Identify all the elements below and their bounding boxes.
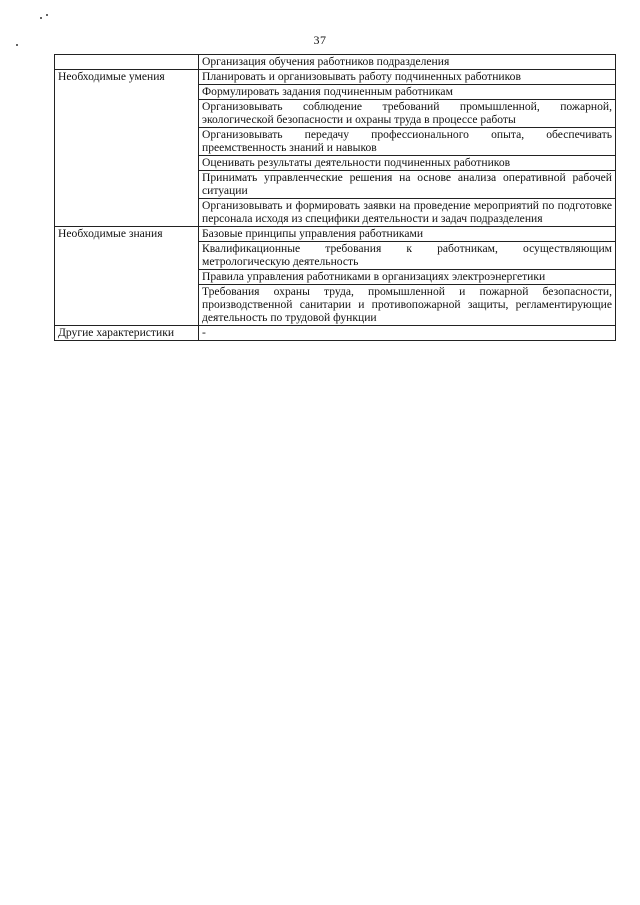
skills-label: Необходимые умения: [55, 70, 199, 227]
table-row: [55, 326, 616, 341]
table-cell: Квалификационные требования к работникам, осуществляющим метрологическую деятельность: [199, 242, 616, 270]
table-cell: Принимать управленческие решения на основе анализа оперативной рабочей ситуации: [199, 171, 616, 199]
empty-label-cell: [55, 55, 199, 70]
table-cell: Планировать и организовывать работу подчиненных работников: [199, 70, 616, 85]
table-row: [55, 55, 616, 70]
scan-speck: [46, 14, 48, 16]
scan-speck: [40, 17, 42, 19]
table-cell: Организовывать и формировать заявки на проведение мероприятий по подготовке персонала исходя из специфики деятельности и задач подразделения: [199, 199, 616, 227]
knowledge-label: Необходимые знания: [55, 227, 199, 326]
page-number: 37: [313, 33, 327, 47]
other-characteristics-label: Другие характеристики: [55, 326, 199, 341]
table-row: [55, 227, 616, 242]
table-cell: Организовывать передачу профессионального опыта, обеспечивать преемственность знаний и навыков: [199, 128, 616, 156]
table-row: [55, 70, 616, 85]
table-cell: Оценивать результаты деятельности подчиненных работников: [199, 156, 616, 171]
table-cell: Требования охраны труда, промышленной и пожарной безопасности, производственной санитарии и противопожарной защиты, регламентирующие деятельность по трудовой функции: [199, 285, 616, 326]
table-cell: Организовывать соблюдение требований промышленной, пожарной, экологической безопасности и охраны труда в процессе работы: [199, 100, 616, 128]
table-cell: Правила управления работниками в организациях электроэнергетики: [199, 270, 616, 285]
table-cell: Базовые принципы управления работниками: [199, 227, 616, 242]
table-cell: -: [199, 326, 616, 341]
competency-table: [54, 54, 616, 341]
table-cell: Организация обучения работников подразделения: [199, 55, 616, 70]
table-cell: Формулировать задания подчиненным работникам: [199, 85, 616, 100]
